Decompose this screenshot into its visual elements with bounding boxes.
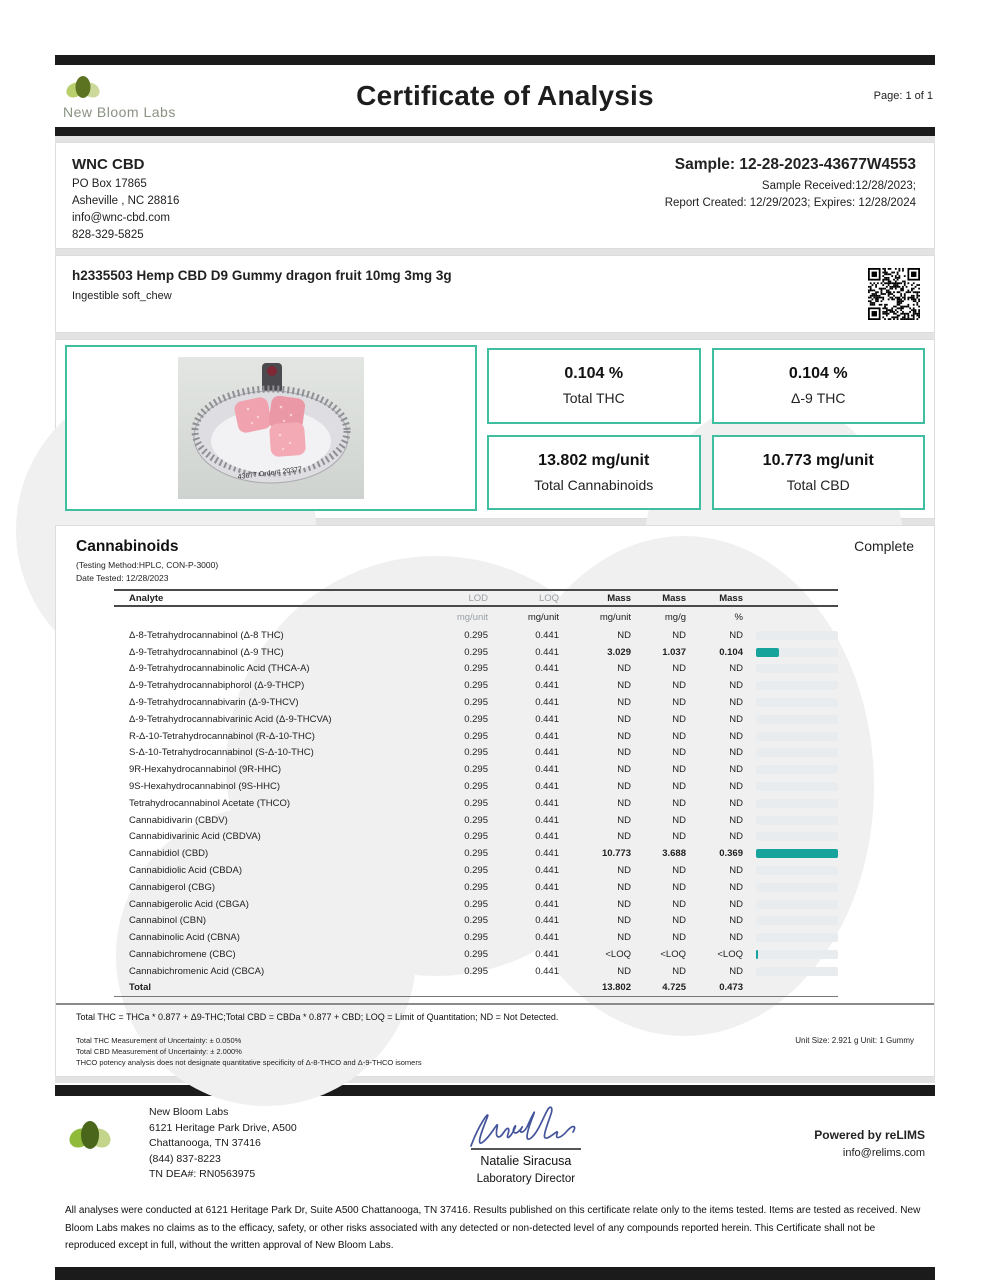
lod-value: 0.295: [464, 697, 488, 709]
analyte-name: Tetrahydrocannabinol Acetate (THCO): [129, 797, 291, 809]
lod-value: 0.295: [464, 965, 488, 977]
mass-mg-unit-value: ND: [617, 629, 631, 641]
customer-block: [72, 156, 180, 241]
summary-results-grid: [477, 345, 925, 513]
mass-bar: [756, 832, 838, 841]
lod-value: 0.295: [464, 797, 488, 809]
mass-bar: [756, 681, 838, 690]
customer-sample-card: [55, 142, 935, 249]
unit-mass-unit: mg/unit: [599, 611, 631, 623]
photo-dish-label: 43677 Order# 20377: [237, 466, 303, 481]
result-box-total-cannabinoids: [487, 435, 701, 511]
result-label: Total THC: [562, 390, 625, 407]
lod-value: 0.295: [464, 831, 488, 843]
lod-value: 0.295: [464, 730, 488, 742]
mass-mg-g-value: ND: [672, 697, 686, 709]
mass-bar: [756, 799, 838, 808]
signature-underline: [471, 1148, 581, 1150]
mass-pct-value: ND: [729, 781, 743, 793]
mass-bar: [756, 933, 838, 942]
customer-name: WNC CBD: [72, 156, 145, 173]
mass-bar: [756, 765, 838, 774]
mass-mg-unit-value: ND: [617, 747, 631, 759]
table-header-row: [114, 589, 838, 607]
loq-value: 0.441: [535, 932, 559, 944]
mass-pct-value: ND: [729, 697, 743, 709]
lod-value: 0.295: [464, 646, 488, 658]
result-value: 10.773 mg/unit: [762, 451, 874, 469]
mass-mg-g-value: ND: [672, 865, 686, 877]
lod-value: 0.295: [464, 781, 488, 793]
analyte-row: [114, 812, 838, 829]
analyte-row: [114, 913, 838, 930]
mass-mg-unit-value: ND: [617, 797, 631, 809]
loq-value: 0.441: [535, 865, 559, 877]
result-label: Δ-9 THC: [791, 390, 846, 407]
analyte-row: [114, 778, 838, 795]
lod-value: 0.295: [464, 881, 488, 893]
lod-value: 0.295: [464, 949, 488, 961]
customer-address-line: PO Box 17865: [72, 178, 147, 190]
analyte-name: Cannabigerol (CBG): [129, 881, 216, 893]
mass-pct-value: ND: [729, 730, 743, 742]
mass-pct-value: ND: [729, 965, 743, 977]
result-value: 0.104 %: [564, 365, 624, 383]
powered-by-email: info@relims.com: [842, 1147, 925, 1159]
mass-mg-unit-value: ND: [617, 965, 631, 977]
analyte-row: [114, 694, 838, 711]
analyte-row: [114, 761, 838, 778]
loq-value: 0.441: [535, 898, 559, 910]
mass-mg-g-value: ND: [672, 898, 686, 910]
mass-bar: [756, 849, 838, 858]
analyte-row: [114, 946, 838, 963]
page-number: Page: 1 of 1: [873, 90, 933, 102]
col-header-loq: LOQ: [538, 592, 559, 604]
analyte-name: Δ-9-Tetrahydrocannabinol (Δ-9 THC): [129, 646, 284, 658]
mass-pct-value: 0.104: [719, 646, 743, 658]
mass-pct-value: ND: [729, 898, 743, 910]
loq-value: 0.441: [535, 949, 559, 961]
mass-mg-unit-value: ND: [617, 865, 631, 877]
footnote-divider: [56, 1003, 934, 1005]
mass-bar: [756, 732, 838, 741]
signer-name: Natalie Siracusa: [480, 1154, 572, 1168]
analyte-row: [114, 711, 838, 728]
analyte-name: Cannabichromene (CBC): [129, 949, 236, 961]
mass-bar: [756, 631, 838, 640]
analyte-name: 9R-Hexahydrocannabinol (9R-HHC): [129, 764, 282, 776]
loq-value: 0.441: [535, 629, 559, 641]
lod-value: 0.295: [464, 680, 488, 692]
col-header-mass-pct: Mass: [719, 592, 743, 604]
mass-mg-unit-value: ND: [617, 781, 631, 793]
analyte-name: Cannabidiol (CBD): [129, 848, 209, 860]
lab-phone: (844) 837-8223: [149, 1152, 221, 1165]
analyte-row: [114, 963, 838, 980]
analyte-name: Δ-9-Tetrahydrocannabiphorol (Δ-9-THCP): [129, 680, 305, 692]
signer-title: Laboratory Director: [476, 1173, 576, 1185]
sample-block: [665, 156, 916, 234]
sample-received: Sample Received:12/28/2023;: [761, 180, 916, 192]
section-status: Complete: [854, 538, 914, 554]
lod-value: 0.295: [464, 713, 488, 725]
qr-code: [868, 268, 920, 320]
mass-bar: [756, 816, 838, 825]
lab-logo: [55, 73, 225, 120]
customer-email: info@wnc-cbd.com: [72, 212, 170, 224]
mass-pct-value: ND: [729, 865, 743, 877]
mass-mg-unit-value: 10.773: [601, 848, 631, 860]
unit-mass-pct: %: [734, 611, 743, 623]
table-total-row: [114, 980, 838, 997]
mass-mg-g-value: ND: [672, 915, 686, 927]
analyte-name: Cannabinolic Acid (CBNA): [129, 932, 240, 944]
analyte-name: Δ-9-Tetrahydrocannabivarinic Acid (Δ-9-THCVA): [129, 713, 332, 725]
loq-value: 0.441: [535, 848, 559, 860]
analyte-row: [114, 845, 838, 862]
analyte-row: [114, 896, 838, 913]
lab-address-line: 6121 Heritage Park Drive, A500: [149, 1121, 297, 1134]
signature-image: [461, 1102, 591, 1154]
date-tested: Date Tested: 12/28/2023: [76, 573, 169, 583]
mass-mg-unit-value: ND: [617, 730, 631, 742]
analyte-name: Cannabinol (CBN): [129, 915, 207, 927]
mass-pct-value: ND: [729, 932, 743, 944]
lab-address-block: [149, 1106, 297, 1184]
document-header: [55, 65, 935, 127]
analyte-row: [114, 929, 838, 946]
mass-mg-unit-value: ND: [617, 814, 631, 826]
lod-value: 0.295: [464, 747, 488, 759]
mass-pct-value: ND: [729, 713, 743, 725]
mass-bar-fill: [756, 950, 758, 959]
mass-mg-unit-value: 3.029: [607, 646, 631, 658]
powered-by: Powered by reLIMS: [814, 1128, 925, 1142]
loq-value: 0.441: [535, 915, 559, 927]
analyte-row: [114, 627, 838, 644]
table-units-row: [114, 607, 838, 627]
analyte-row: [114, 829, 838, 846]
mass-bar: [756, 698, 838, 707]
cannabinoids-card: [55, 525, 935, 1077]
lod-value: 0.295: [464, 865, 488, 877]
mass-mg-unit-value: <LOQ: [605, 949, 631, 961]
total-mass-pct: 0.473: [719, 982, 743, 994]
testing-method: (Testing Method:HPLC, CON-P-3000): [76, 560, 219, 570]
mass-bar: [756, 648, 838, 657]
uncertainty-notes: [76, 1036, 422, 1069]
total-mass-g: 4.725: [662, 982, 686, 994]
lab-footer: [55, 1096, 935, 1192]
footer-divider-bar: [55, 1085, 935, 1096]
bottom-divider-bar: [55, 1267, 935, 1280]
col-header-mass-unit: Mass: [607, 592, 631, 604]
footnote-formula: Total THC = THCa * 0.877 + Δ9-THC;Total CBD = CBDa * 0.877 + CBD; LOQ = Limit of Quantitation; ND = Not Detected.: [76, 1011, 559, 1022]
footnote-line: Total THC Measurement of Uncertainty: ± 0.050%: [76, 1035, 242, 1045]
footnote-line: Total CBD Measurement of Uncertainty: ± 2.000%: [76, 1046, 242, 1056]
loq-value: 0.441: [535, 730, 559, 742]
loq-value: 0.441: [535, 713, 559, 725]
analyte-name: R-Δ-10-Tetrahydrocannabinol (R-Δ-10-THC): [129, 730, 315, 742]
loq-value: 0.441: [535, 831, 559, 843]
mass-mg-unit-value: ND: [617, 915, 631, 927]
analyte-row: [114, 644, 838, 661]
result-box-total-thc: [487, 348, 701, 424]
new-bloom-labs-logo-icon: [63, 73, 103, 103]
footnote-line: THCO potency analysis does not designate quantitative specificity of Δ-8-THCO and Δ-9-THCO isomers: [76, 1057, 422, 1067]
mass-pct-value: 0.369: [719, 848, 743, 860]
mass-mg-g-value: <LOQ: [660, 949, 686, 961]
signature-block: [297, 1102, 755, 1185]
analyte-name: 9S-Hexahydrocannabinol (9S-HHC): [129, 781, 281, 793]
loq-value: 0.441: [535, 663, 559, 675]
analyte-name: Δ-9-Tetrahydrocannabinolic Acid (THCA-A): [129, 663, 310, 675]
sample-id: Sample: 12-28-2023-43677W4553: [674, 156, 916, 173]
loq-value: 0.441: [535, 814, 559, 826]
mass-bar: [756, 883, 838, 892]
mass-mg-g-value: ND: [672, 764, 686, 776]
mass-pct-value: ND: [729, 764, 743, 776]
mass-mg-g-value: ND: [672, 629, 686, 641]
analyte-row: [114, 879, 838, 896]
table-body: [114, 627, 838, 980]
lab-name: New Bloom Labs: [149, 1106, 229, 1118]
mass-pct-value: ND: [729, 797, 743, 809]
lab-logo-text: New Bloom Labs: [63, 103, 176, 120]
analyte-row: [114, 677, 838, 694]
lod-value: 0.295: [464, 629, 488, 641]
mass-pct-value: <LOQ: [717, 949, 743, 961]
loq-value: 0.441: [535, 797, 559, 809]
lod-value: 0.295: [464, 663, 488, 675]
mass-bar: [756, 916, 838, 925]
loq-value: 0.441: [535, 646, 559, 658]
mass-bar: [756, 715, 838, 724]
mass-bar: [756, 782, 838, 791]
powered-by-block: [755, 1128, 925, 1159]
mass-mg-unit-value: ND: [617, 831, 631, 843]
total-mass-unit: 13.802: [601, 982, 631, 994]
mass-bar-fill: [756, 849, 838, 858]
top-divider-bar: [55, 55, 935, 65]
result-value: 13.802 mg/unit: [538, 451, 650, 469]
customer-phone: 828-329-5825: [72, 229, 144, 241]
mass-mg-unit-value: ND: [617, 713, 631, 725]
product-subtitle: Ingestible soft_chew: [72, 290, 172, 302]
lab-dea-number: TN DEA#: RN0563975: [149, 1168, 256, 1180]
mass-pct-value: ND: [729, 915, 743, 927]
analyte-name: Cannabigerolic Acid (CBGA): [129, 898, 249, 910]
product-title: h2335503 Hemp CBD D9 Gummy dragon fruit 10mg 3mg 3g: [72, 268, 452, 283]
mass-mg-g-value: ND: [672, 747, 686, 759]
results-card: [55, 339, 935, 519]
loq-value: 0.441: [535, 697, 559, 709]
new-bloom-labs-footer-logo-icon: [67, 1114, 113, 1158]
mass-bar: [756, 748, 838, 757]
mass-mg-g-value: ND: [672, 730, 686, 742]
loq-value: 0.441: [535, 680, 559, 692]
mass-mg-g-value: ND: [672, 663, 686, 675]
lod-value: 0.295: [464, 898, 488, 910]
unit-lod: mg/unit: [456, 611, 488, 623]
disclaimer-text: All analyses were conducted at 6121 Heritage Park Dr, Suite A500 Chattanooga, TN 37416. Results published on this certificate relate only to the items tested. Items are tested as received. New Bloom Labs makes no claims as to the efficacy, safety, or other risks associated with any detected or non-detected level of any compounds reported herein. This Certificate shall not be reproduced except in full, without the written approval of New Bloom Labs.: [55, 1192, 935, 1263]
mass-bar-fill: [756, 648, 779, 657]
col-header-analyte: Analyte: [129, 592, 164, 604]
mass-pct-value: ND: [729, 680, 743, 692]
col-header-mass-g: Mass: [662, 592, 686, 604]
mass-mg-g-value: ND: [672, 814, 686, 826]
mass-mg-g-value: ND: [672, 713, 686, 725]
lod-value: 0.295: [464, 932, 488, 944]
document-body: [55, 136, 935, 1083]
lod-value: 0.295: [464, 814, 488, 826]
mass-mg-unit-value: ND: [617, 881, 631, 893]
mass-bar: [756, 950, 838, 959]
mass-mg-g-value: ND: [672, 797, 686, 809]
loq-value: 0.441: [535, 747, 559, 759]
mass-bar: [756, 866, 838, 875]
customer-address-line: Asheville , NC 28816: [72, 195, 180, 207]
mass-pct-value: ND: [729, 663, 743, 675]
mass-mg-g-value: ND: [672, 831, 686, 843]
mass-mg-unit-value: ND: [617, 898, 631, 910]
mass-mg-g-value: ND: [672, 965, 686, 977]
lod-value: 0.295: [464, 848, 488, 860]
loq-value: 0.441: [535, 764, 559, 776]
page-title: Certificate of Analysis: [356, 80, 654, 111]
analyte-name: Cannabichromenic Acid (CBCA): [129, 965, 265, 977]
unit-size-note: Unit Size: 2.921 g Unit: 1 Gummy: [795, 1035, 914, 1045]
result-value: 0.104 %: [788, 365, 848, 383]
mass-mg-unit-value: ND: [617, 932, 631, 944]
mass-mg-unit-value: ND: [617, 764, 631, 776]
mass-pct-value: ND: [729, 831, 743, 843]
col-header-lod: LOD: [468, 592, 488, 604]
product-photo-frame: [65, 345, 477, 511]
lab-address-line: Chattanooga, TN 37416: [149, 1137, 261, 1149]
mass-bar: [756, 900, 838, 909]
mass-mg-g-value: 1.037: [662, 646, 686, 658]
mass-pct-value: ND: [729, 629, 743, 641]
result-label: Total Cannabinoids: [534, 476, 654, 493]
mass-mg-g-value: ND: [672, 781, 686, 793]
lod-value: 0.295: [464, 764, 488, 776]
section-title: Cannabinoids: [76, 538, 179, 555]
product-info: [72, 268, 452, 322]
result-box-total-cbd: [712, 435, 926, 511]
mass-mg-g-value: 3.688: [662, 848, 686, 860]
loq-value: 0.441: [535, 965, 559, 977]
unit-loq: mg/unit: [527, 611, 559, 623]
mass-mg-unit-value: ND: [617, 697, 631, 709]
product-card: [55, 255, 935, 333]
analyte-name: Δ-9-Tetrahydrocannabivarin (Δ-9-THCV): [129, 697, 299, 709]
analyte-row: [114, 661, 838, 678]
cannabinoids-table: [114, 589, 838, 997]
mass-mg-g-value: ND: [672, 680, 686, 692]
unit-mass-g: mg/g: [664, 611, 686, 623]
analyte-name: Δ-8-Tetrahydrocannabinol (Δ-8 THC): [129, 629, 284, 641]
lod-value: 0.295: [464, 915, 488, 927]
mass-mg-g-value: ND: [672, 932, 686, 944]
result-label: Total CBD: [786, 476, 850, 493]
analyte-row: [114, 745, 838, 762]
total-label: Total: [129, 982, 151, 994]
loq-value: 0.441: [535, 781, 559, 793]
report-created: Report Created: 12/29/2023; Expires: 12/28/2024: [664, 197, 916, 209]
analyte-row: [114, 795, 838, 812]
mass-mg-g-value: ND: [672, 881, 686, 893]
analyte-name: S-Δ-10-Tetrahydrocannabinol (S-Δ-10-THC): [129, 747, 314, 759]
analyte-name: Cannabidivarinic Acid (CBDVA): [129, 831, 261, 843]
analyte-name: Cannabidiolic Acid (CBDA): [129, 865, 242, 877]
mass-pct-value: ND: [729, 881, 743, 893]
product-photo: [178, 357, 364, 499]
loq-value: 0.441: [535, 881, 559, 893]
analyte-row: [114, 862, 838, 879]
mass-bar: [756, 664, 838, 673]
mass-bar: [756, 967, 838, 976]
mass-mg-unit-value: ND: [617, 680, 631, 692]
result-box-d9-thc: [712, 348, 926, 424]
mass-pct-value: ND: [729, 814, 743, 826]
mass-pct-value: ND: [729, 747, 743, 759]
header-divider-bar: [55, 127, 935, 136]
analyte-row: [114, 728, 838, 745]
mass-mg-unit-value: ND: [617, 663, 631, 675]
analyte-name: Cannabidivarin (CBDV): [129, 814, 228, 826]
